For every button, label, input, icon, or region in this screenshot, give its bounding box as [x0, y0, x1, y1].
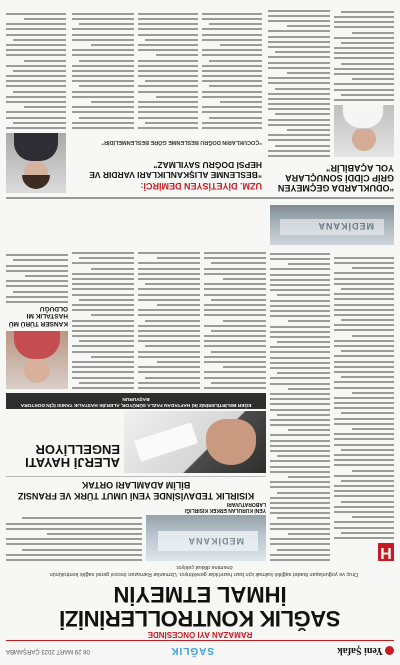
section-title: SAĞLIK: [170, 645, 214, 656]
lead-intro: Oruç ve yoğunlaşan ibadet sağlıklı kalmak için bazı hazırlıklar gerektiriyor. Uzmanlar Ramazan öncesi genel sağlık kontrolünün önemine dikkat çekiyor.: [49, 564, 359, 577]
story-four-col1: [202, 7, 262, 129]
story-five-col2: [138, 249, 200, 389]
dietitian-portrait-photo: [6, 133, 66, 193]
lead-kicker: RAMAZAN AYI ÖNCESİNDE: [147, 630, 253, 639]
hospital-photo: MEDİKANA: [270, 205, 394, 245]
story-four: [6, 5, 262, 193]
logo-text: Yeni Şafak: [337, 645, 383, 656]
flu-doctor-photo: [334, 105, 394, 157]
story-two-subhead: YENİ KURULAN ERKEK KISIRLIĞI LABORATUVARI: [184, 501, 266, 513]
lead-headline-line2: İHMAL ETMEYİN: [113, 582, 287, 607]
lead-body-col2: [270, 249, 330, 561]
lead-headline-line1: SAĞLIK KONTROLLERİNİZİ: [59, 606, 341, 631]
masthead: [6, 640, 394, 659]
story-three-body2: [334, 7, 394, 101]
lead-headline: [6, 607, 394, 629]
section-divider: [6, 476, 266, 477]
lead-body-col1: [334, 249, 394, 539]
lead-story: [6, 579, 394, 639]
story-four-col4: [6, 7, 66, 129]
story-three-body1: [268, 7, 330, 157]
story-five-headline: ALERJİ HAYATI ENGELLİYOR: [25, 442, 120, 470]
story-two-headline: KISIRLIK TEDAVİSİNDE YENİ UMUT TÜRK VE FRANSIZ BİLİM ADAMLARI ORTAK: [17, 480, 255, 501]
story-four-col3: [72, 7, 134, 129]
drop-cap: H: [378, 543, 394, 561]
story-four-subtitle: “ÇOCUKLARIN DOĞRU BESLENME GÖRE BESLENMELİDİR”: [101, 139, 262, 145]
story-three: [268, 5, 394, 193]
story-two-body: [6, 515, 142, 561]
logo-icon: [385, 646, 394, 655]
story-three-headline: “ODUKLARDA GEÇMEYEN GRİP CİDDİ SONUÇLARA YOL AÇABİLİR”: [277, 163, 394, 193]
allergy-photo: [124, 411, 266, 473]
hospital-exterior-photo: MEDİKANA: [146, 515, 266, 561]
story-six-headline: KANSER TÜRÜ MÜ HASTALIK MI OLDUĞU: [8, 305, 68, 327]
story-five-col1: [204, 249, 266, 389]
story-four-headline-line1: UZM. DİYETİSYEN DEMİRCİ:: [140, 181, 262, 191]
story-five-deck: EĞER BELİRTİLERİNİZ İKİ HAFTADAN FAZLA SÜRÜYOR, ALERJİK HASTALIK TANISI İÇİN DOKTORA BAŞVURUN: [6, 393, 266, 409]
story-four-col2: [138, 7, 198, 129]
newspaper-logo: [334, 644, 394, 657]
date-line: 08 29 MART 2023 ÇARŞAMBA: [6, 648, 90, 654]
story-four-headline-line2: “BESLENME ALIŞKANLIKLARI VARDIR VE HEPSİ DOĞRU SAYILMAZ”: [89, 160, 262, 180]
bottom-divider: [6, 198, 394, 200]
story-six-body: [6, 249, 68, 303]
doctor-portrait-photo: [6, 331, 68, 389]
story-five-col3: [72, 249, 134, 389]
